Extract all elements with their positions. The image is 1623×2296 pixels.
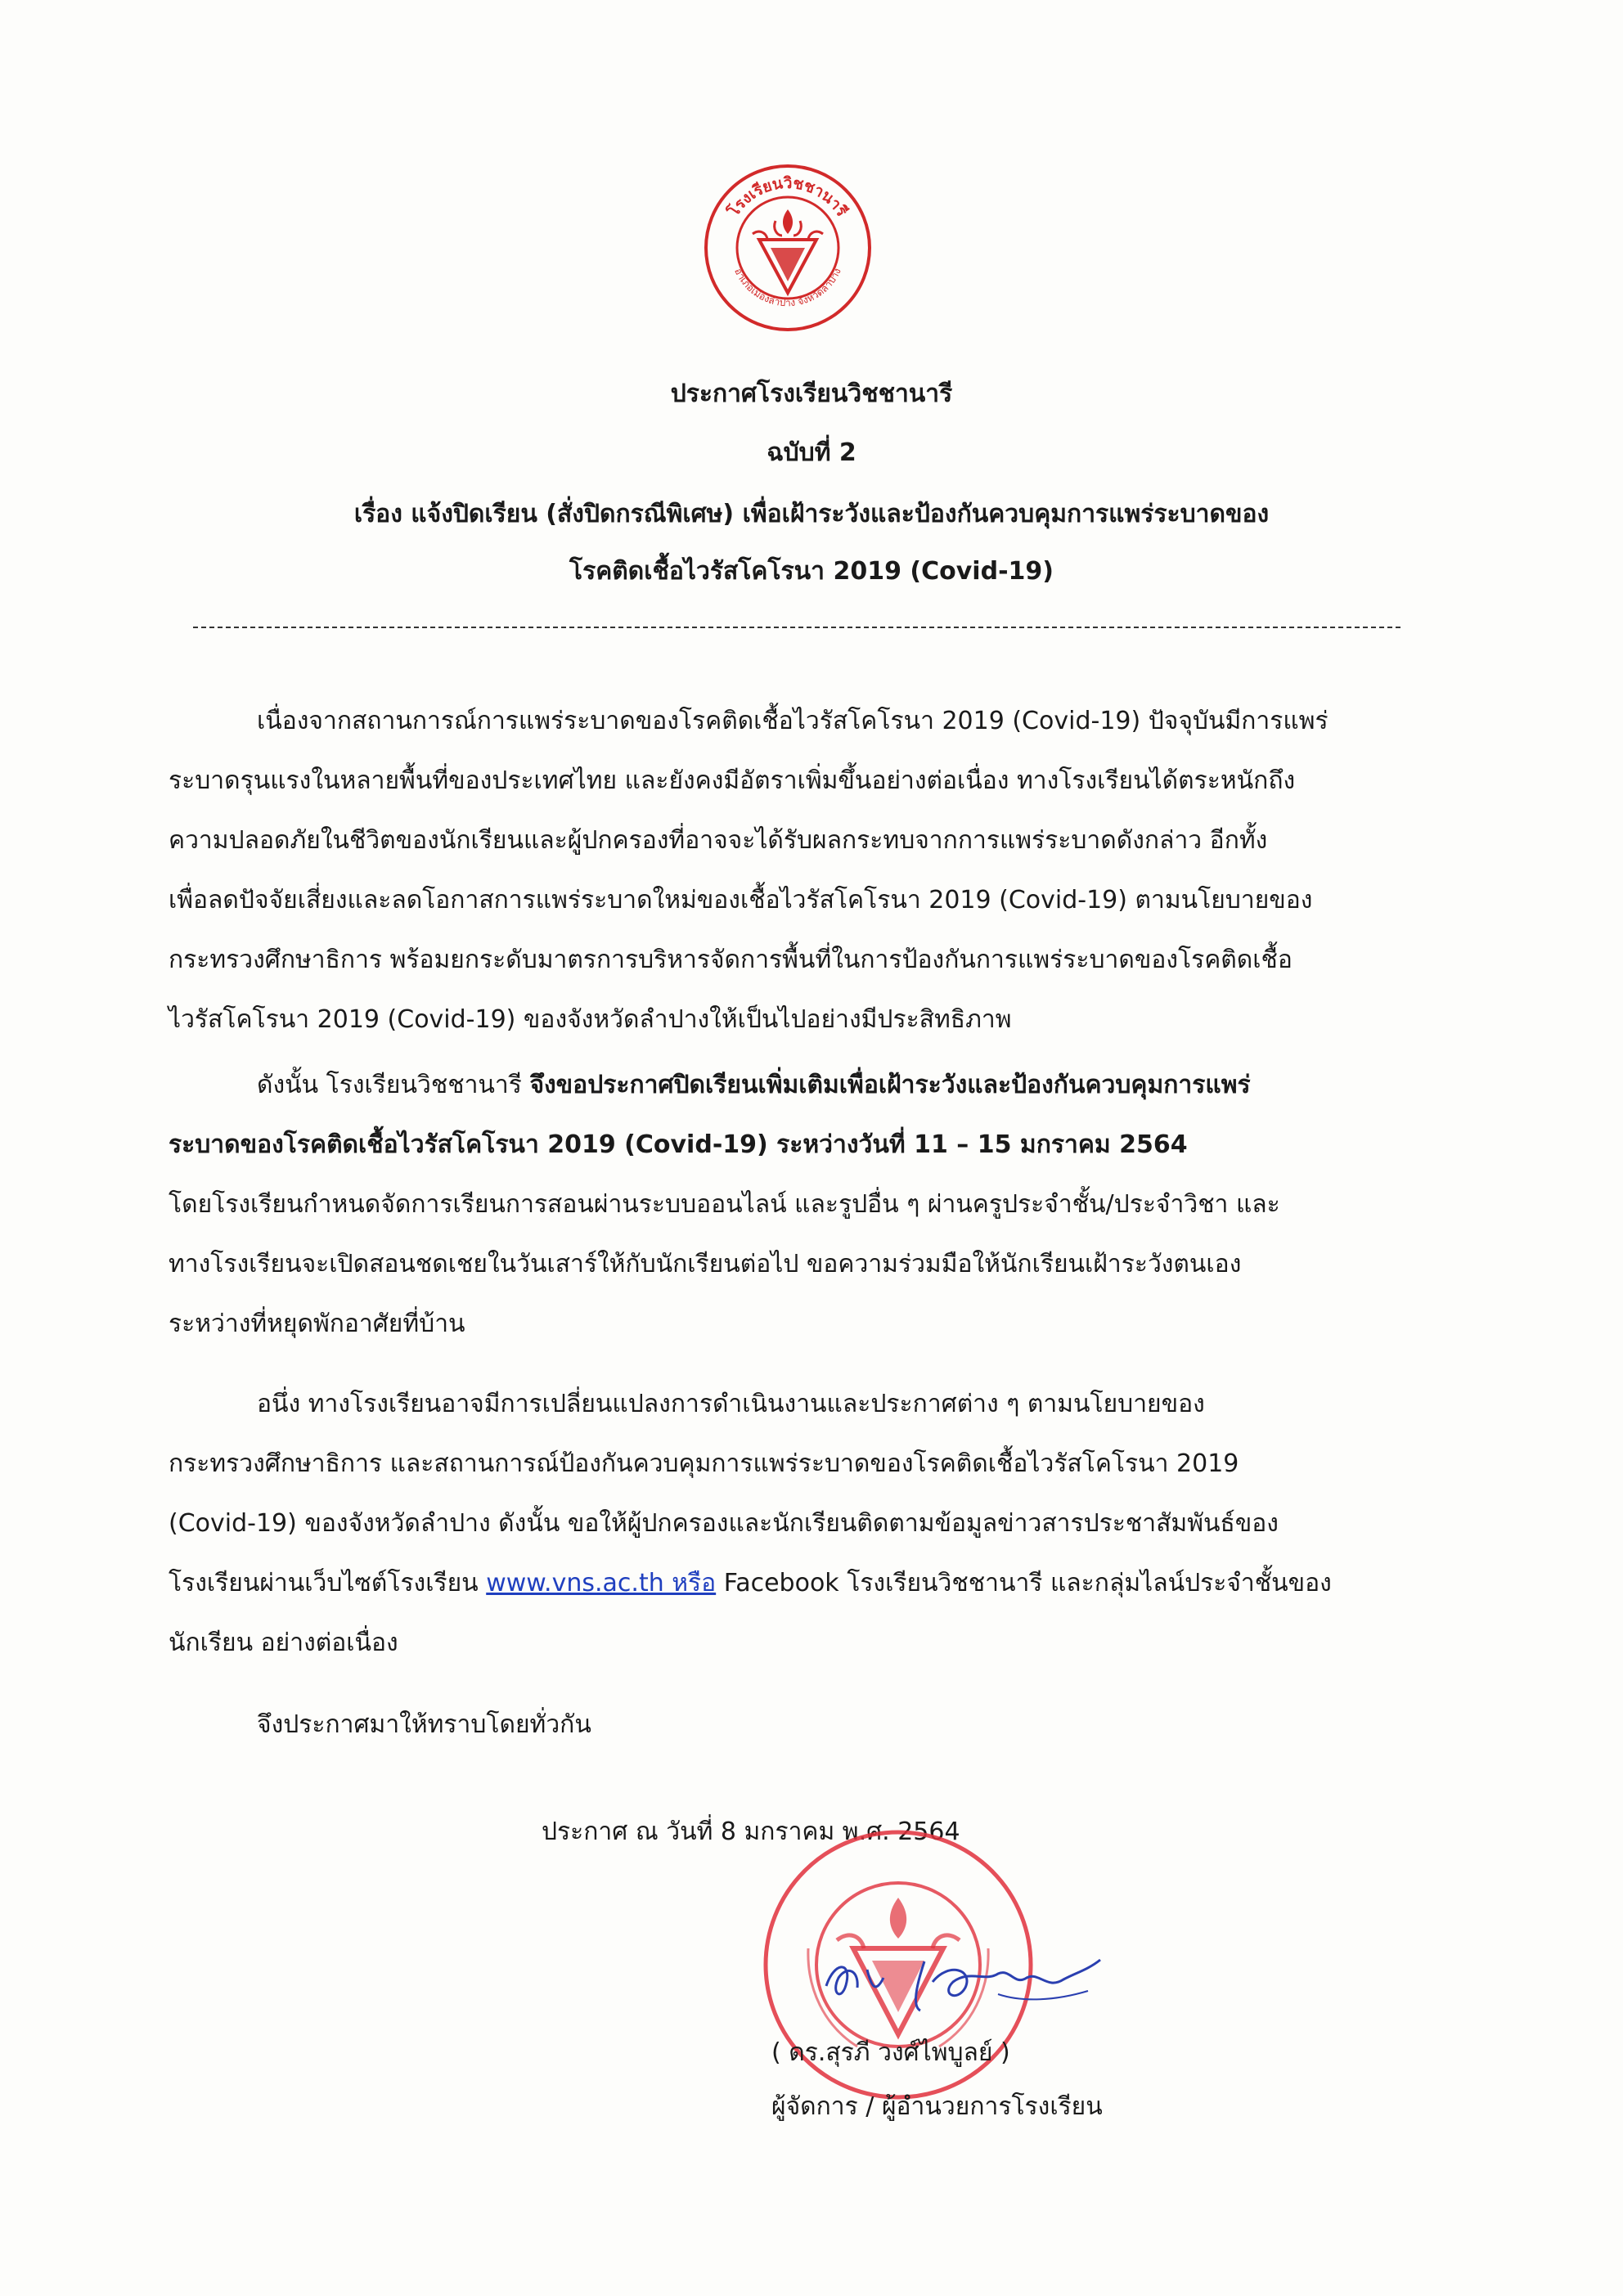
paragraph-line: ระหว่างที่หยุดพักอาศัยที่บ้าน xyxy=(169,1310,465,1338)
paragraph-line: (Covid-19) ของจังหวัดลำปาง ดังนั้น ขอให้ผู้ปกครองและนักเรียนติดตามข้อมูลข่าวสารประชาสัมพันธ์ของ xyxy=(169,1509,1279,1538)
handwritten-signature xyxy=(810,1937,1121,2027)
paragraph-line: กระทรวงศึกษาธิการ พร้อมยกระดับมาตรการบริหารจัดการพื้นที่ในการป้องกันการแพร่ระบาดของโรคติดเชื้อ xyxy=(169,946,1293,974)
website-link[interactable]: www.vns.ac.th หรือ xyxy=(486,1569,717,1597)
announcement-title: ประกาศโรงเรียนวิชชานารี xyxy=(670,380,953,408)
paragraph-line: เนื่องจากสถานการณ์การแพร่ระบาดของโรคติดเชื้อไวรัสโคโรนา 2019 (Covid-19) ปัจจุบันมีการแพร่ xyxy=(257,707,1329,735)
closing-paragraph xyxy=(169,1695,1425,1755)
closure-dates-bold: ระบาดของโรคติดเชื้อไวรัสโคโรนา 2019 (Covid-19) ระหว่างวันที่ 11 – 15 มกราคม 2564 xyxy=(169,1130,1188,1159)
paragraph-3 xyxy=(169,1374,1425,1673)
logo-bottom-text: อำเภอเมืองลำปาง จังหวัดลำปาง xyxy=(732,266,843,309)
subject-line-1: เรื่อง แจ้งปิดเรียน (สั่งปิดกรณีพิเศษ) เพื่อเฝ้าระวังและป้องกันควบคุมการแพร่ระบาดของ xyxy=(353,500,1270,528)
paragraph-1 xyxy=(169,691,1425,1049)
paragraph-line: โดยโรงเรียนกำหนดจัดการเรียนการสอนผ่านระบบออนไลน์ และรูปอื่น ๆ ผ่านครูประจำชั้น/ประจำวิชา และ xyxy=(169,1190,1280,1219)
logo-top-text: โรงเรียนวิชชานารี xyxy=(724,173,852,220)
signatory-name: ( ดร.สุรภี วงศ์ไพบูลย์ ) xyxy=(771,2038,1010,2067)
paragraph-line: ระบาดรุนแรงในหลายพื้นที่ของประเทศไทย และยังคงมีอัตราเพิ่มขึ้นอย่างต่อเนื่อง ทางโรงเรียนได้ตระหนักถึง xyxy=(169,766,1296,795)
school-emblem-icon xyxy=(702,162,874,334)
school-logo xyxy=(702,162,874,334)
paragraph-2 xyxy=(169,1055,1425,1354)
paragraph-line-pre: โรงเรียนผ่านเว็บไซต์โรงเรียน xyxy=(169,1569,487,1597)
paragraph-line: นักเรียน อย่างต่อเนื่อง xyxy=(169,1629,398,1657)
header-divider xyxy=(193,627,1400,628)
closing-text: จึงประกาศมาให้ทราบโดยทั่วกัน xyxy=(257,1710,591,1739)
signatory-position: ผู้จัดการ / ผู้อำนวยการโรงเรียน xyxy=(771,2092,1103,2121)
closure-announcement-bold: จึงขอประกาศปิดเรียนเพิ่มเติมเพื่อเฝ้าระวังและป้องกันควบคุมการแพร่ xyxy=(529,1071,1251,1099)
issue-number: ฉบับที่ 2 xyxy=(767,438,856,467)
paragraph-2-intro: ดังนั้น โรงเรียนวิชชานารี xyxy=(257,1071,530,1099)
paragraph-line: เพื่อลดปัจจัยเสี่ยงและลดโอกาสการแพร่ระบาดใหม่ของเชื้อไวรัสโคโรนา 2019 (Covid-19) ตามนโยบายของ xyxy=(169,886,1313,914)
paragraph-line: ทางโรงเรียนจะเปิดสอนชดเชยในวันเสาร์ให้กับนักเรียนต่อไป ขอความร่วมมือให้นักเรียนเฝ้าระวังตนเอง xyxy=(169,1250,1242,1278)
subject-line-2: โรคติดเชื้อไวรัสโคโรนา 2019 (Covid-19) xyxy=(569,557,1054,586)
announcement-date: ประกาศ ณ วันที่ 8 มกราคม พ.ศ. 2564 xyxy=(542,1817,960,1846)
paragraph-line: อนึ่ง ทางโรงเรียนอาจมีการเปลี่ยนแปลงการดำเนินงานและประกาศต่าง ๆ ตามนโยบายของ xyxy=(257,1390,1205,1418)
paragraph-line: ความปลอดภัยในชีวิตของนักเรียนและผู้ปกครองที่อาจจะได้รับผลกระทบจากการแพร่ระบาดดังกล่าว อีกทั้ง xyxy=(169,826,1268,855)
paragraph-line-post: Facebook โรงเรียนวิชชานารี และกลุ่มไลน์ประจำชั้นของ xyxy=(716,1569,1332,1597)
paragraph-line: กระทรวงศึกษาธิการ และสถานการณ์ป้องกันควบคุมการแพร่ระบาดของโรคติดเชื้อไวรัสโคโรนา 2019 xyxy=(169,1449,1239,1478)
paragraph-line: ไวรัสโคโรนา 2019 (Covid-19) ของจังหวัดลำปางให้เป็นไปอย่างมีประสิทธิภาพ xyxy=(169,1005,1012,1034)
signature-icon xyxy=(810,1937,1121,2027)
